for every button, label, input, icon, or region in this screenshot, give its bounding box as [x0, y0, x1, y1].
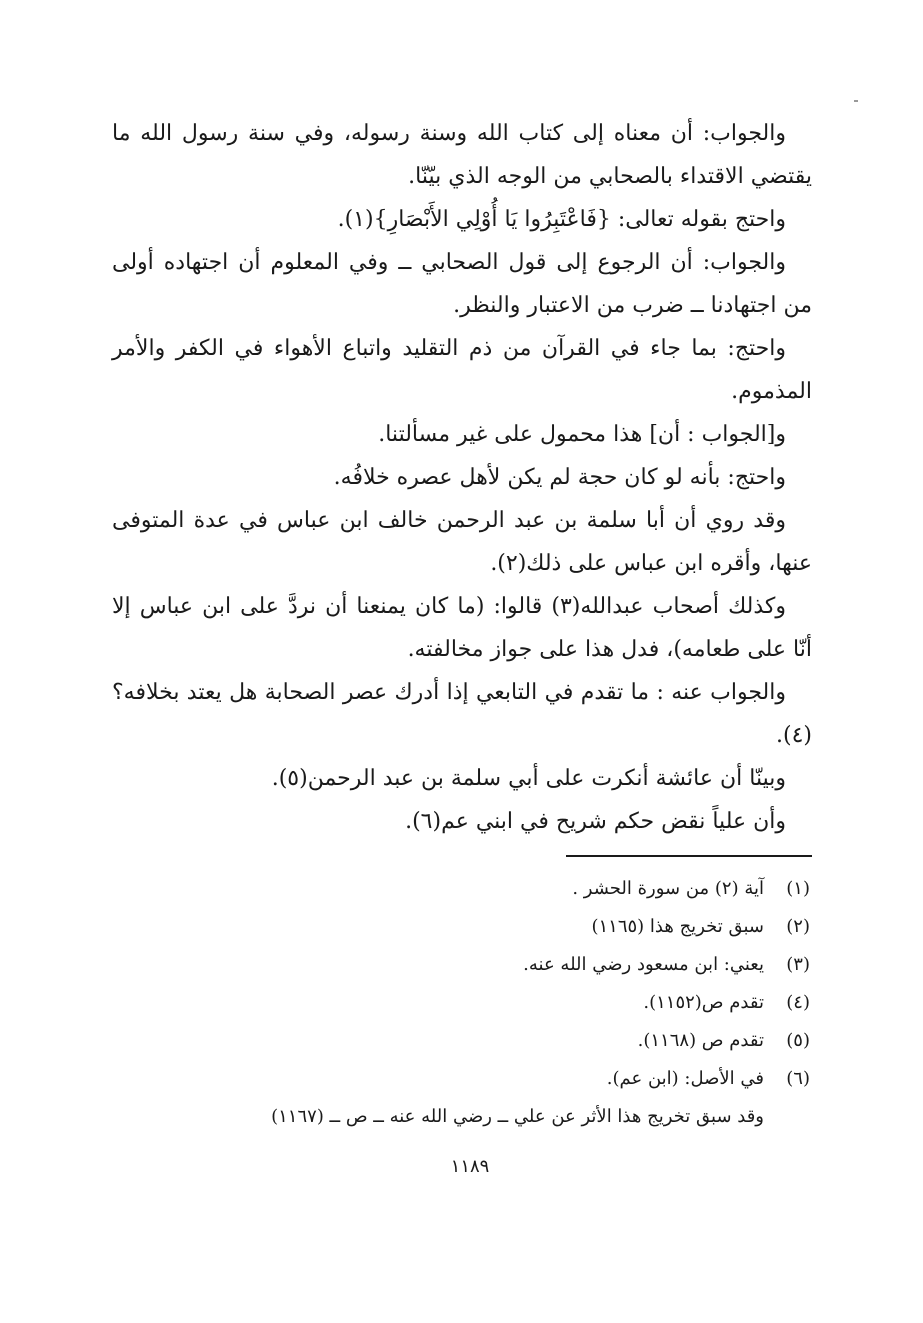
footnote: [160, 1060, 810, 1098]
paragraph: والجواب: أن معناه إلى كتاب الله وسنة رسوله، وفي سنة رسول الله ما يقتضي الاقتداء بالصحابي من الوجه الذي بيّنّا.: [112, 121, 812, 189]
page-number: ١١٨٩: [450, 1156, 490, 1177]
footnote-number: (٣): [786, 954, 810, 975]
paragraph: واحتج بقوله تعالى: {فَاعْتَبِرُوا يَا أُوْلِي الأَبْصَارِ}(١).: [337, 207, 786, 232]
footnote-number: (١): [786, 878, 810, 899]
footnote-text: تقدم ص(١١٥٢).: [643, 992, 764, 1013]
footnote: [160, 984, 810, 1022]
footnote-number: (٦): [786, 1068, 810, 1089]
footnote-separator: [566, 855, 812, 857]
paragraph: واحتج: بما جاء في القرآن من ذم التقليد واتباع الأهواء في الكفر والأمر المذموم.: [112, 336, 812, 404]
footnote: [160, 1022, 810, 1060]
footnote: [160, 946, 810, 984]
paragraph: و[الجواب : أن] هذا محمول على غير مسألتنا.: [378, 422, 786, 447]
footnote-number: (٥): [786, 1030, 810, 1051]
paragraph: وأن علياً نقض حكم شريح في ابني عم(٦).: [405, 809, 786, 834]
footnote: [160, 908, 810, 946]
paragraph: والجواب: أن الرجوع إلى قول الصحابي ــ وفي المعلوم أن اجتهاده أولى من اجتهادنا ــ ضرب من الاعتبار والنظر.: [112, 250, 812, 318]
main-text: [112, 112, 812, 843]
footnote-text: في الأصل: (ابن عم).: [606, 1068, 764, 1089]
footnote-text: يعني: ابن مسعود رضي الله عنه.: [523, 954, 764, 975]
paragraph: وكذلك أصحاب عبدالله(٣) قالوا: (ما كان يمنعنا أن نردَّ على ابن عباس إلا أنّا على طعامه)، فدل هذا على جواز مخالفته.: [112, 594, 812, 662]
footnote-number: (٤): [786, 992, 810, 1013]
footnote-text: تقدم ص (١١٦٨).: [637, 1030, 764, 1051]
footnote: [160, 870, 810, 908]
footnotes: [160, 870, 810, 1136]
footnote-text: آية (٢) من سورة الحشر .: [572, 878, 764, 899]
footnote-number: (٢): [786, 916, 810, 937]
paragraph: وبينّا أن عائشة أنكرت على أبي سلمة بن عبد الرحمن(٥).: [271, 766, 786, 791]
footnote-text: سبق تخريج هذا (١١٦٥): [591, 916, 764, 937]
paragraph: وقد روي أن أبا سلمة بن عبد الرحمن خالف ابن عباس في عدة المتوفى عنها، وأقره ابن عباس على ذلك(٢).: [112, 508, 812, 576]
scan-mark: [854, 100, 858, 102]
paragraph: والجواب عنه : ما تقدم في التابعي إذا أدرك عصر الصحابة هل يعتد بخلافه؟(٤).: [112, 680, 812, 748]
paragraph: واحتج: بأنه لو كان حجة لم يكن لأهل عصره خلافُه.: [333, 465, 786, 490]
footnote-continuation: وقد سبق تخريج هذا الأثر عن علي ــ رضي الله عنه ــ ص ــ (١١٦٧): [271, 1106, 764, 1127]
